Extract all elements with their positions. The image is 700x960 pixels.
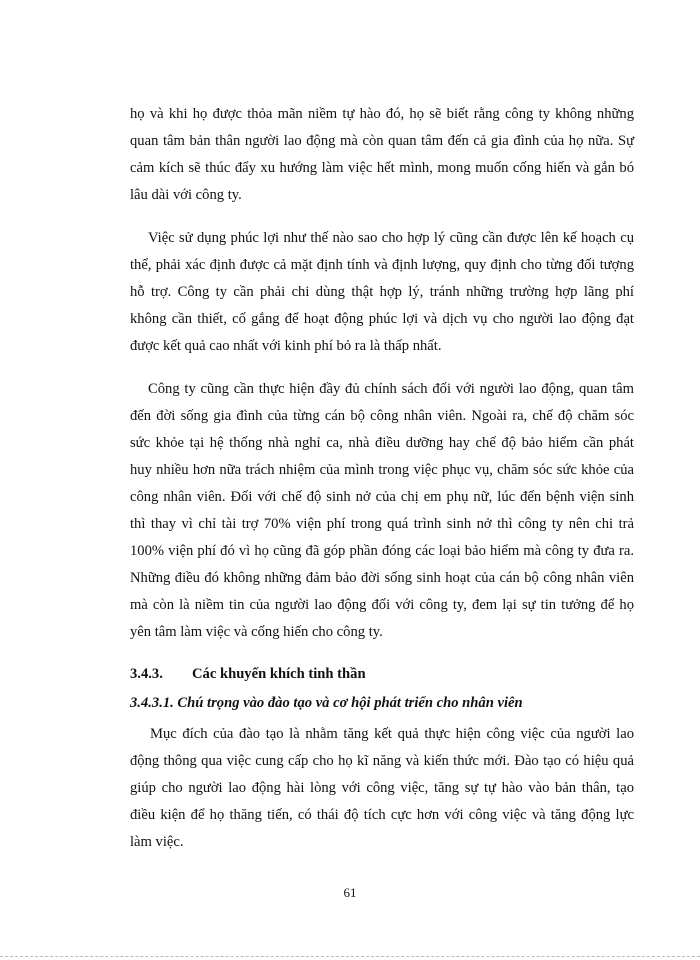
subsection-title: 3.4.3.1. Chú trọng vào đào tạo và cơ hội phát triển cho nhân viên (130, 695, 523, 711)
text-line: Mục đích của đào tạo là nhằm tăng kết quả thực hiện công việc của người lao (150, 726, 634, 742)
text-line: sức khỏe tại hệ thống nhà nghỉ ca, nhà điều dưỡng hay chế độ bảo hiểm cần phát (130, 435, 634, 451)
text-line: họ và khi họ được thỏa mãn niềm tự hào đó, họ sẽ biết rằng công ty không những (130, 106, 634, 122)
text-line: hỗ trợ. Công ty cần phải chi dùng thật hợp lý, tránh những trường hợp lãng phí (130, 284, 634, 300)
text-line: thể, phải xác định được cả mặt định tính và định lượng, quy định cho từng đối tượng (130, 257, 634, 273)
text-line: đến đời sống gia đình của từng cán bộ công nhân viên. Ngoài ra, chế độ chăm sóc (130, 408, 634, 424)
text-line: mà còn là niềm tin của người lao động đối với công ty, đem lại sự tin tưởng để họ (130, 597, 634, 613)
text-line: động thông qua việc cung cấp cho họ kĩ năng và kiến thức mới. Đào tạo có hiệu quả (130, 753, 634, 769)
section-number: 3.4.3. (130, 666, 163, 682)
text-line: Việc sử dụng phúc lợi như thế nào sao cho hợp lý cũng cần được lên kế hoạch cụ (148, 230, 634, 246)
text-line: không cần thiết, cố gắng để hoạt động phúc lợi và dịch vụ cho người lao động đạt (130, 311, 634, 327)
text-line: điều kiện để họ thăng tiến, có thái độ tích cực hơn với công việc và tăng động lực (130, 807, 634, 823)
text-line: lâu dài với công ty. (130, 187, 242, 203)
text-line: giúp cho người lao động hài lòng với công việc, tăng sự tự hào vào bản thân, tạo (130, 780, 634, 796)
text-line: quan tâm bản thân người lao động mà còn quan tâm đến cả gia đình của họ nữa. Sự (130, 133, 634, 149)
text-line: yên tâm làm việc và cống hiến cho công ty. (130, 624, 383, 640)
text-line: làm việc. (130, 834, 184, 850)
text-line: công nhân viên. Đối với chế độ sinh nở của chị em phụ nữ, lúc đến bệnh viện sinh (130, 489, 634, 505)
section-title: Các khuyến khích tinh thần (192, 666, 366, 682)
page-bottom-divider (0, 956, 700, 957)
text-line: Công ty cũng cần thực hiện đầy đủ chính sách đối với người lao động, quan tâm (148, 381, 634, 397)
text-line: thì thay vì chỉ tài trợ 70% viện phí trong quá trình sinh nở thì công ty nên chi trả (130, 516, 634, 532)
text-line: 100% viện phí đó vì họ cũng đã góp phần đóng các loại bảo hiểm mà công ty đưa ra. (130, 543, 634, 559)
text-line: huy nhiều hơn nữa trách nhiệm của mình trong việc phục vụ, chăm sóc sức khỏe của (130, 462, 634, 478)
text-line: được kết quả cao nhất với kinh phí bỏ ra là thấp nhất. (130, 338, 442, 354)
text-line: cảm kích sẽ thúc đẩy xu hướng làm việc hết mình, mong muốn cống hiến và gắn bó (130, 160, 634, 176)
text-line: Những điều đó không những đảm bảo đời sống sinh hoạt của cán bộ công nhân viên (130, 570, 634, 586)
page-number: 61 (343, 885, 357, 900)
